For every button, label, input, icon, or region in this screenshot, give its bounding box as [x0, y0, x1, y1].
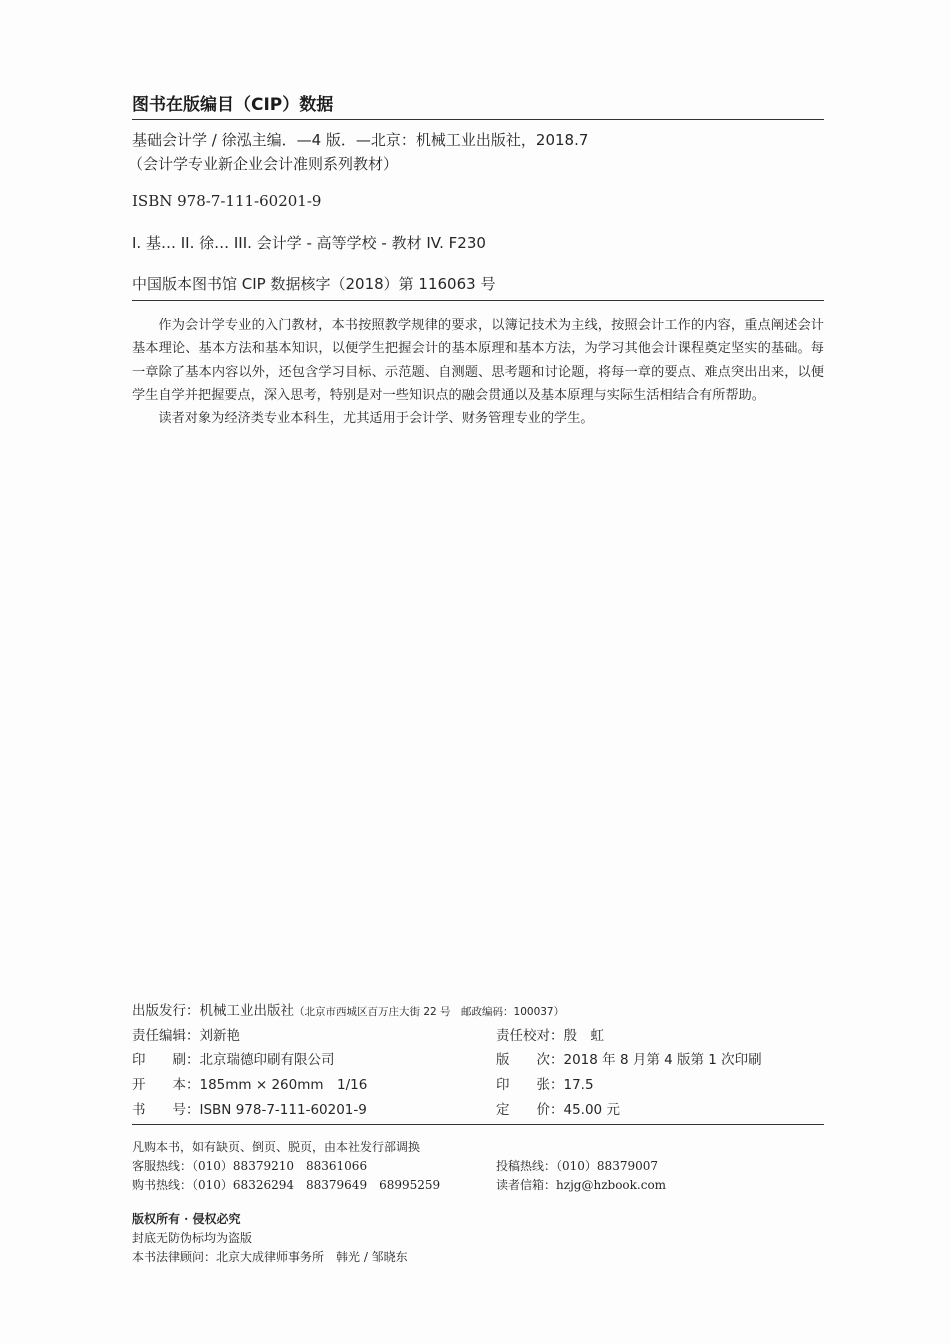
sheets-row: [496, 1073, 594, 1093]
book-number-label: 书 号：: [132, 1102, 200, 1118]
cip-line-1: 基础会计学 / 徐泓主编．—4 版．—北京：机械工业出版社，2018.7: [132, 131, 589, 149]
book-number-row: [132, 1098, 367, 1118]
book-number: ISBN 978-7-111-60201-9: [199, 1102, 367, 1118]
price: 45.00 元: [563, 1102, 620, 1118]
mail: hzjg@hzbook.com: [556, 1178, 667, 1192]
submission-label: 投稿热线：: [496, 1159, 557, 1173]
sheets-label: 印 张：: [496, 1077, 564, 1093]
exchange-note: 凡购本书，如有缺页、倒页、脱页，由本社发行部调换: [132, 1140, 421, 1154]
format-row: [132, 1073, 367, 1093]
printer-row: [132, 1048, 335, 1068]
hotline-label: 客服热线：: [132, 1159, 193, 1173]
cip-core-number: 中国版本图书馆 CIP 数据核字（2018）第 116063 号: [132, 275, 496, 293]
format: 185mm × 260mm 1/16: [199, 1077, 368, 1093]
proofreader-label: 责任校对：: [496, 1028, 564, 1044]
proofreader: 殷 虹: [563, 1028, 604, 1044]
printer-label: 印 刷：: [132, 1052, 200, 1068]
rights-title: 版权所有 · 侵权必究: [132, 1212, 241, 1226]
publisher: 机械工业出版社: [199, 1003, 294, 1019]
submission: （010）88379007: [556, 1159, 658, 1173]
edition-row: [496, 1048, 762, 1068]
publisher-row: [132, 999, 564, 1019]
edition: 2018 年 8 月第 4 版第 1 次印刷: [563, 1052, 762, 1068]
hotline-row: [132, 1157, 367, 1174]
abstract: [132, 314, 824, 430]
cip-title: 图书在版编目（CIP）数据: [132, 95, 334, 115]
edition-label: 版 次：: [496, 1052, 564, 1068]
printer: 北京瑞德印刷有限公司: [199, 1052, 335, 1068]
price-label: 定 价：: [496, 1102, 564, 1118]
publishing-bottom-rule: [132, 1124, 824, 1125]
anti-counterfeit-note: 封底无防伪标均为盗版: [132, 1231, 253, 1245]
hotline: （010）88379210 88361066: [192, 1159, 368, 1173]
publisher-address: （北京市西城区百万庄大街 22 号 邮政编码：100037）: [294, 1006, 565, 1018]
cip-bottom-rule: [132, 300, 824, 301]
price-row: [496, 1098, 620, 1118]
purchase: （010）68326294 88379649 68995259: [192, 1178, 441, 1192]
cip-top-rule: [132, 119, 824, 120]
publisher-label: 出版发行：: [132, 1003, 200, 1019]
proofreader-row: [496, 1024, 604, 1044]
editor-label: 责任编辑：: [132, 1028, 200, 1044]
abstract-paragraph-1: 作为会计学专业的入门教材，本书按照教学规律的要求，以簿记技术为主线，按照会计工作的内容，重点阐述会计基本理论、基本方法和基本知识，以便学生把握会计的基本原理和基本方法，为学习其他会计课程奠定坚实的基础。每一章除了基本内容以外，还包含学习目标、示范题、自测题、思考题和讨论题，将每一章的要点、难点突出出来，以便学生自学并把握要点，深入思考，特别是对一些知识点的融会贯通以及基本原理与实际生活相结合有所帮助。: [132, 318, 824, 403]
format-label: 开 本：: [132, 1077, 200, 1093]
mail-label: 读者信箱：: [496, 1178, 557, 1192]
purchase-row: [132, 1176, 440, 1193]
sheets: 17.5: [563, 1077, 594, 1093]
legal-counsel: 本书法律顾问：北京大成律师事务所 韩光 / 邹晓东: [132, 1250, 408, 1264]
abstract-paragraph-2: 读者对象为经济类专业本科生，尤其适用于会计学、财务管理专业的学生。: [158, 411, 594, 427]
purchase-label: 购书热线：: [132, 1178, 193, 1192]
cip-line-2: （会计学专业新企业会计准则系列教材）: [128, 155, 399, 173]
submission-row: [496, 1157, 658, 1174]
cip-isbn: ISBN 978-7-111-60201-9: [132, 192, 322, 210]
editor-row: [132, 1024, 240, 1044]
cip-classification: I. 基… II. 徐… III. 会计学 - 高等学校 - 教材 IV. F230: [132, 234, 486, 252]
mail-row: [496, 1176, 666, 1193]
editor: 刘新艳: [199, 1028, 240, 1044]
